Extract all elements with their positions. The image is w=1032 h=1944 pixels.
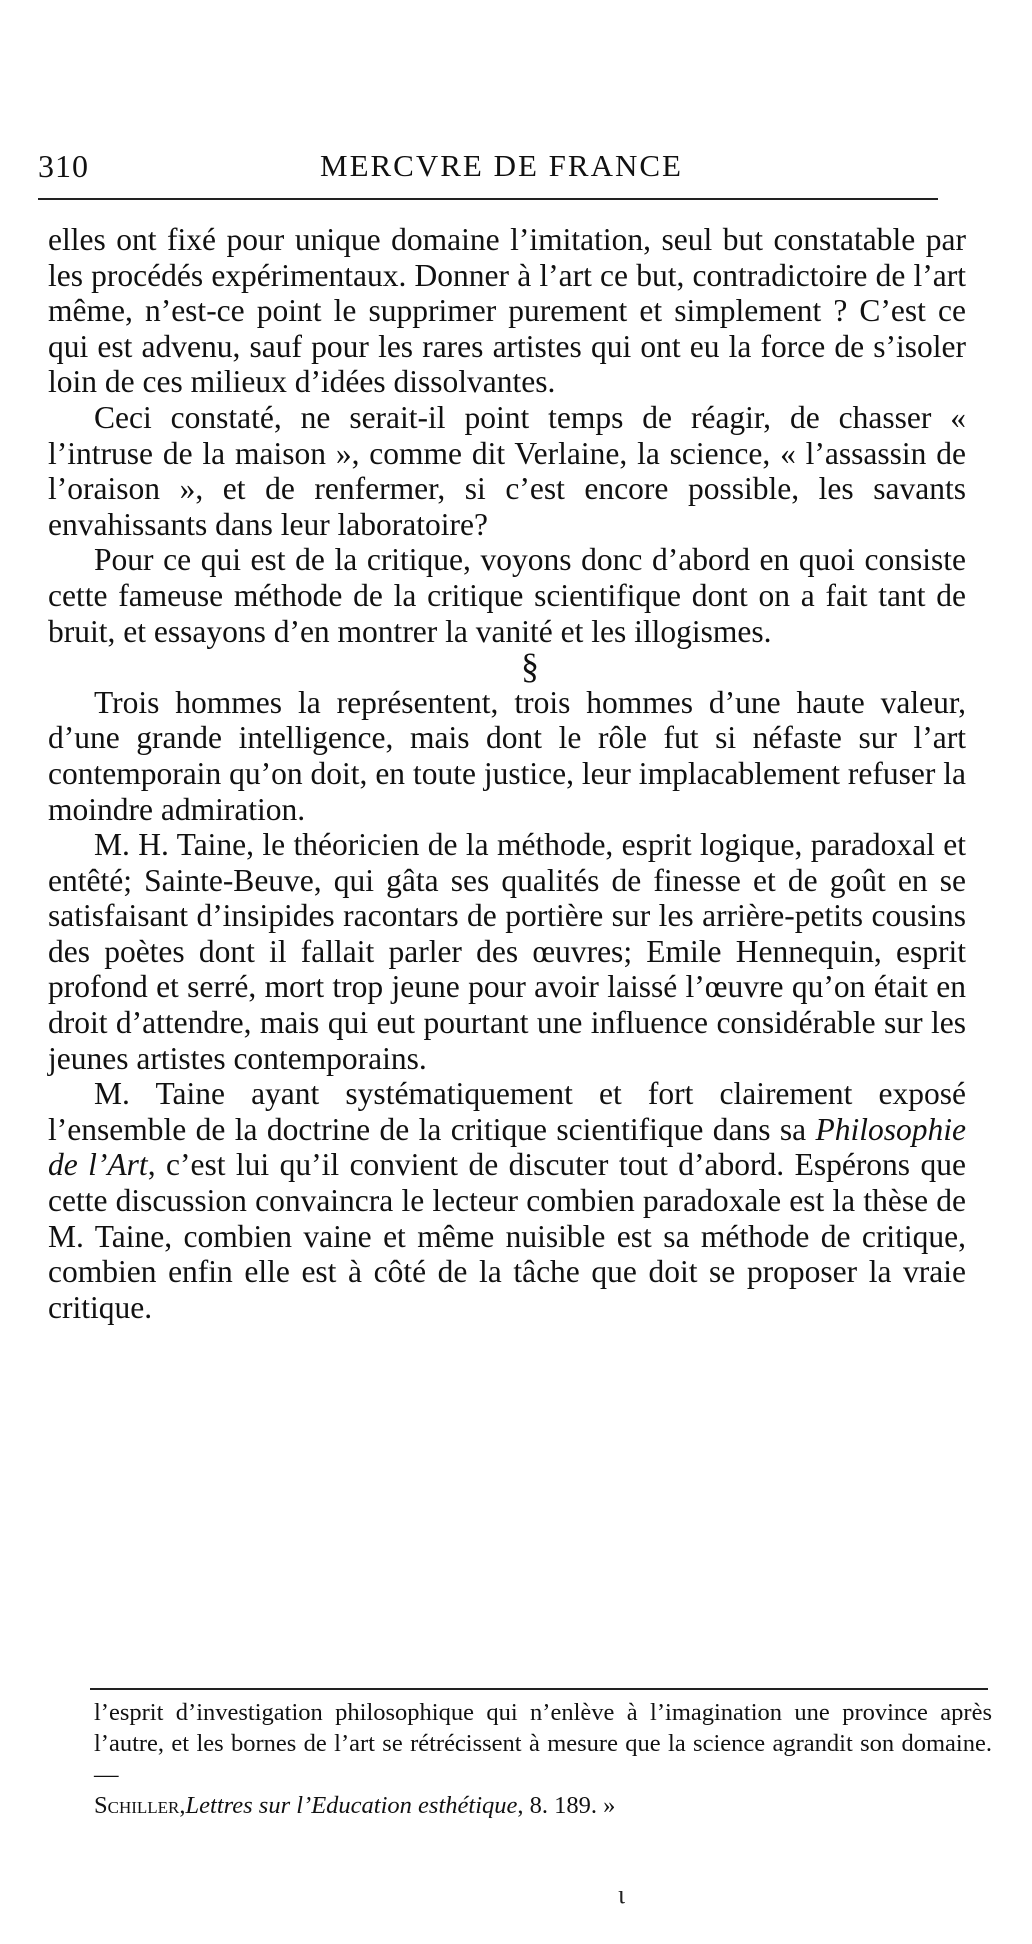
footnote-work: Lettres sur l’Education esthétique bbox=[185, 1792, 518, 1819]
paragraph-6-end: , c’est lui qu’il convient de discuter tout d’abord. Espérons que cette discussion convaincra le lecteur combien paradoxale est la thèse de M. Taine, combien vaine et même nuisible est sa méthode de critique, combien enfin elle est à côté de la tâche que doit se proposer la vraie critique. bbox=[48, 1147, 966, 1325]
paragraph-5: M. H. Taine, le théoricien de la méthode, esprit logique, paradoxal et entêté; Sainte-Beuve, qui gâta ses qualités de finesse et de goût en se satisfaisant d’insipides racontars de portière sur les arrière-petits cousins des poètes dont il fallait parler des œuvres; Emile Hennequin, esprit profond et serré, mort trop jeune pour avoir laissé l’œuvre qu’on était en droit d’attendre, mais qui eut pourtant une influence considérable sur les jeunes artistes contemporains. bbox=[48, 827, 966, 1076]
paragraph-2: Ceci constaté, ne serait-il point temps de réagir, de chasser « l’intruse de la maison », comme dit Verlaine, la science, « l’assassin de l’oraison », et de renfermer, si c’est encore possible, les savants envahissants dans leur laboratoire? bbox=[48, 399, 966, 542]
footnote bbox=[94, 1697, 992, 1821]
section-mark: § bbox=[521, 646, 539, 687]
page-header bbox=[38, 148, 938, 188]
paragraph-6 bbox=[48, 1076, 966, 1325]
footnote-text: l’esprit d’investigation philosophique qui n’enlève à l’imagination une province après l’autre, et les bornes de l’art se rétrécissent à mesure que la science agrandit son domaine. — bbox=[94, 1699, 992, 1788]
paragraph-3: Pour ce qui est de la critique, voyons donc d’abord en quoi consiste cette fameuse méthode de la critique scientifique dont on a fait tant de bruit, et essayons d’en montrer la vanité et les illogismes. bbox=[48, 542, 966, 649]
printer-mark: ι bbox=[618, 1880, 625, 1909]
running-title: MERCVRE DE FRANCE bbox=[320, 148, 683, 183]
footnote-quote bbox=[94, 1697, 992, 1821]
book-title: Philosophie de l’Art bbox=[48, 1111, 966, 1183]
header-rule bbox=[38, 198, 938, 200]
page-number: 310 bbox=[38, 148, 89, 184]
paragraph-1: elles ont fixé pour unique domaine l’imitation, seul but constatable par les procédés expérimentaux. Donner à l’art ce but, contradictoire de l’art même, n’est-ce point le supprimer purement et simplement ? C’est ce qui est advenu, sauf pour les rares artistes qui ont eu la force de s’isoler loin de ces milieux d’idées dissolvantes. bbox=[48, 222, 966, 400]
paragraph-6-start: M. Taine ayant systématiquement et fort clairement exposé l’ensemble de la doctrine de la critique scientifique dans sa bbox=[48, 1076, 966, 1147]
footnote-reference: , 8. 189. » bbox=[517, 1792, 616, 1819]
footnote-rule bbox=[90, 1688, 988, 1690]
paragraph-4: Trois hommes la représentent, trois hommes d’une haute valeur, d’une grande intelligence, mais dont le rôle fut si néfaste sur l’art contemporain qu’on doit, en toute justice, leur implacablement refuser la moindre admiration. bbox=[48, 684, 966, 827]
main-text bbox=[48, 222, 966, 1325]
footnote-author: Schiller, bbox=[94, 1792, 186, 1819]
